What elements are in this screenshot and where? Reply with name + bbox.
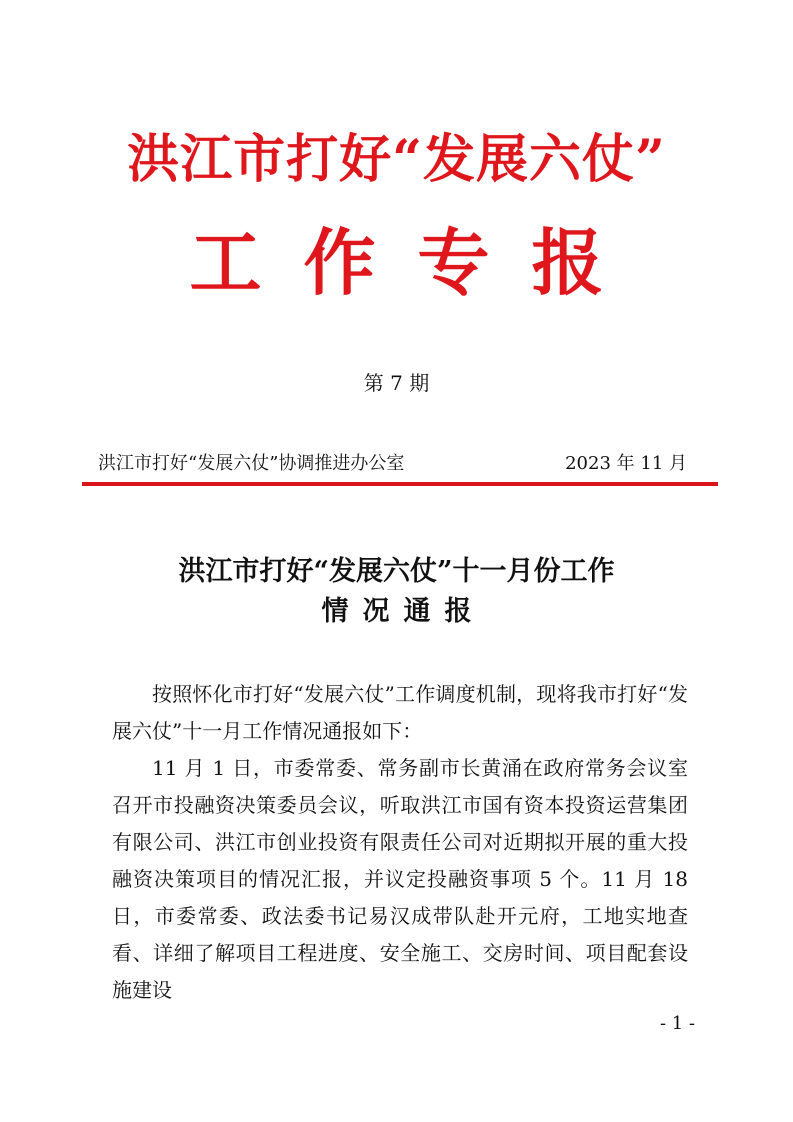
issue-date: 2023 年 11 月 [565,453,687,474]
document-title-line2: 情况通报 [321,596,486,627]
document-title-line1: 洪江市打好“发展六仗”十一月份工作 [178,556,615,587]
masthead-subtitle: 工作专报 [189,220,646,305]
body-paragraph: 11 月 1 日，市委常委、常务副市长黄涌在政府常务会议室召开市投融资决策委员会议，听取洪江市国有资本投资运营集团有限公司、洪江市创业投资有限责任公司对近期拟开展的重大投融资决策项目的情况汇报，并议定投融资事项 5 个。11 月 18 日，市委常委、政法委书记易汉成带队赴开元府，工地实地查看、详细了解项目工程进度、安全施工、交房时间、项目配套设施建设 [112,756,688,1002]
body-paragraph: 按照怀化市打好“发展六仗”工作调度机制，现将我市打好“发展六仗”十一月工作情况通报如下： [112,682,688,743]
issue-number: 第 7 期 [363,371,430,395]
page-number: - 1 - [659,1013,695,1034]
document-body [112,676,688,1009]
masthead-title: 洪江市打好“发展六仗” [127,129,666,190]
issuing-office: 洪江市打好“发展六仗”协调推进办公室 [98,453,405,474]
red-divider [82,482,718,486]
